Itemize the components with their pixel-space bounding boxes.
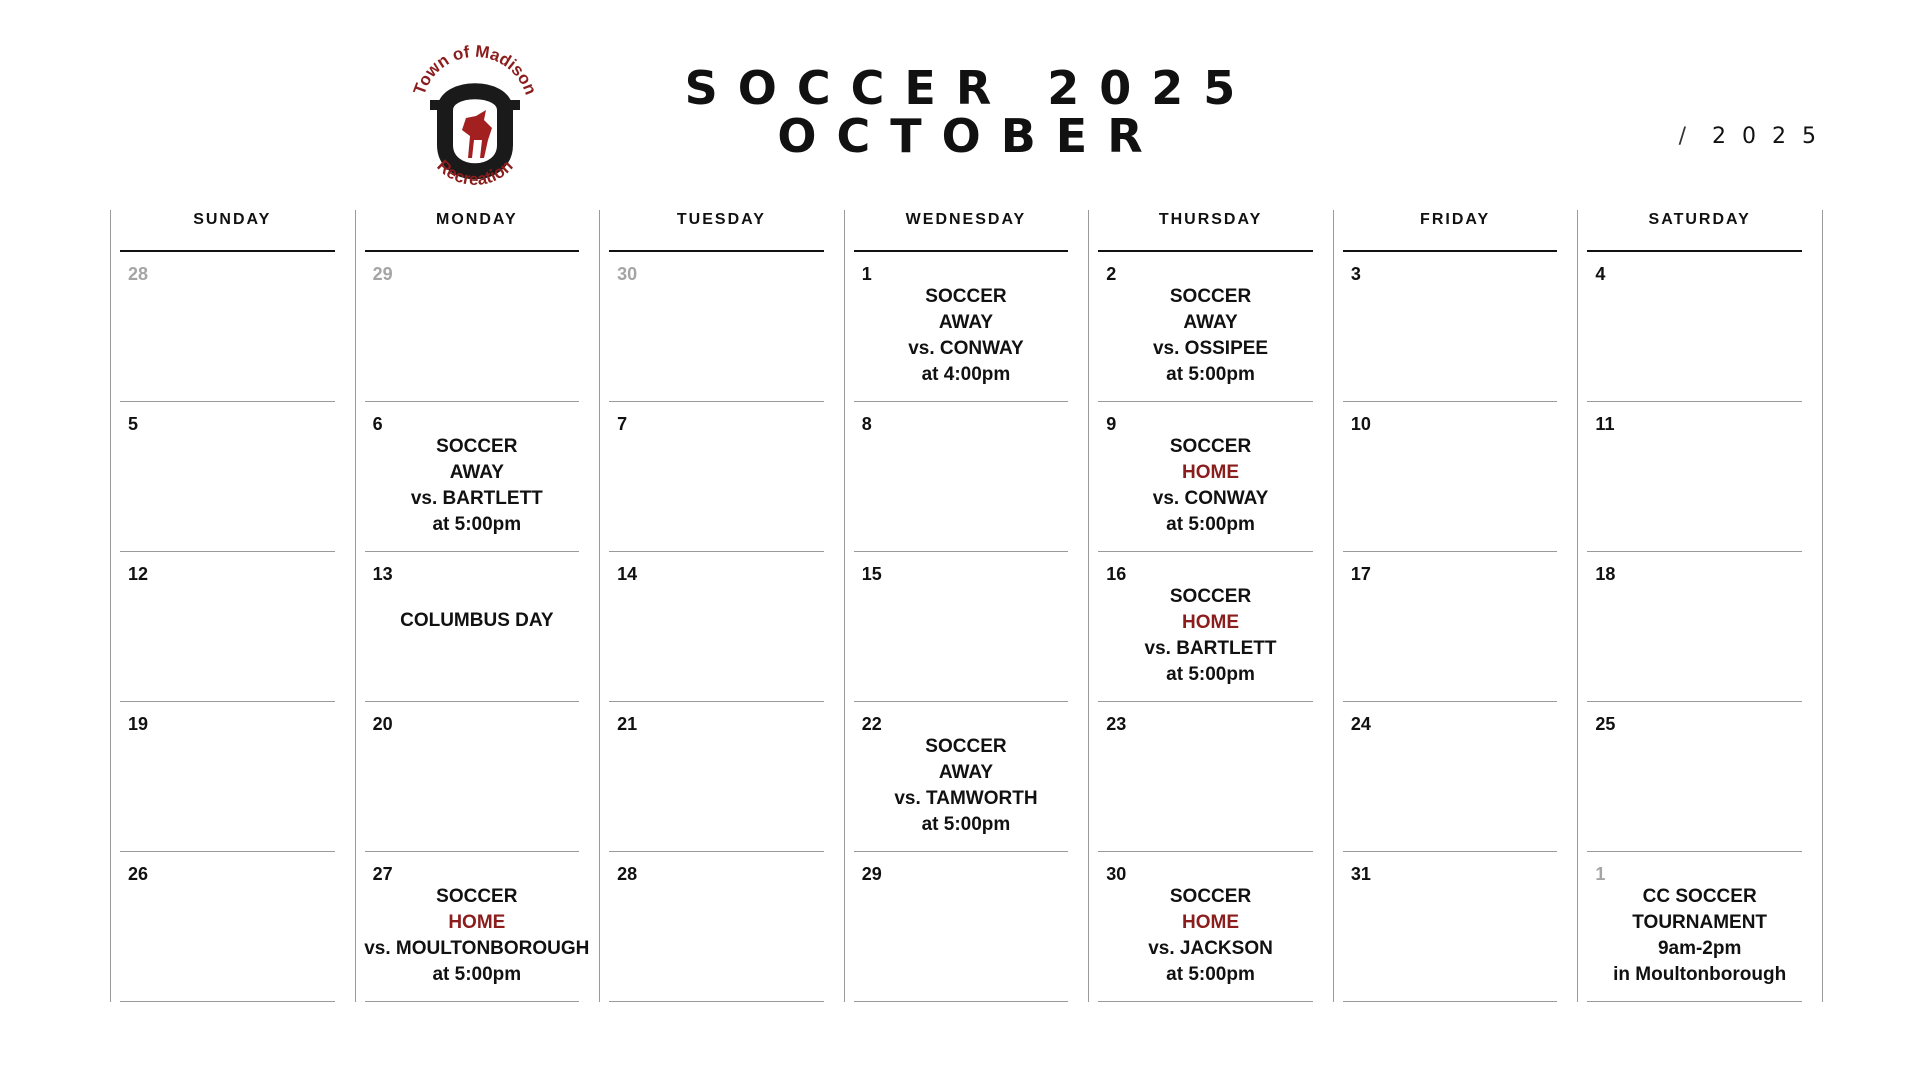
day-column-tuesday xyxy=(599,210,844,1002)
row-rule xyxy=(120,1001,335,1002)
row-rule xyxy=(609,1001,824,1002)
town-logo xyxy=(400,40,550,200)
weekday-header: FRIDAY xyxy=(1420,211,1491,228)
day-number: 7 xyxy=(617,414,628,434)
calendar-event[interactable] xyxy=(1088,284,1333,388)
row-rule xyxy=(1098,1001,1313,1002)
day-column-friday xyxy=(1333,210,1578,1002)
event-line: 9am-2pm xyxy=(1657,938,1742,959)
day-cell[interactable] xyxy=(599,702,844,852)
day-cell[interactable] xyxy=(355,702,600,852)
event-line: vs. MOULTONBOROUGH xyxy=(364,938,590,959)
day-number: 2 xyxy=(1106,264,1117,284)
calendar-event[interactable] xyxy=(345,884,610,988)
event-line: at 5:00pm xyxy=(432,514,522,535)
day-cell[interactable] xyxy=(1577,702,1822,852)
event-line: TOURNAMENT xyxy=(1632,912,1768,933)
weekday-header: SUNDAY xyxy=(193,211,272,228)
day-column-sunday xyxy=(110,210,355,1002)
day-number: 25 xyxy=(1595,714,1616,734)
event-line: vs. BARTLETT xyxy=(1144,638,1277,659)
event-line: vs. OSSIPEE xyxy=(1152,338,1269,359)
page-subtitle-month: OCTOBER xyxy=(777,109,1163,163)
weekday-header: WEDNESDAY xyxy=(905,211,1027,228)
event-home-label: HOME xyxy=(1182,612,1240,633)
weekday-header: SATURDAY xyxy=(1648,211,1751,228)
event-line: at 5:00pm xyxy=(1166,364,1255,385)
day-cell[interactable] xyxy=(844,402,1089,552)
event-line: in Moultonborough xyxy=(1613,964,1787,985)
event-line: SOCCER xyxy=(1169,886,1252,907)
event-home-label: HOME xyxy=(1182,912,1240,933)
day-cell[interactable] xyxy=(1577,552,1822,702)
day-number: 9 xyxy=(1106,414,1117,434)
day-number: 15 xyxy=(861,564,882,584)
event-line: COLUMBUS DAY xyxy=(400,610,554,631)
calendar-event[interactable] xyxy=(1577,884,1822,988)
logo-bottom-text: Recreation xyxy=(433,156,517,190)
day-cell[interactable] xyxy=(1333,852,1578,1002)
event-line: SOCCER xyxy=(1169,286,1252,307)
day-column-thursday xyxy=(1088,210,1333,1002)
event-line: SOCCER xyxy=(436,436,518,457)
day-cell[interactable] xyxy=(110,252,355,402)
weekday-header: MONDAY xyxy=(435,211,518,228)
event-line: vs. JACKSON xyxy=(1148,938,1273,959)
event-home-label: HOME xyxy=(1182,462,1240,483)
event-line: vs. TAMWORTH xyxy=(894,788,1038,809)
horseshoe-horse-icon xyxy=(400,40,550,200)
year-slash: / xyxy=(1678,124,1686,149)
event-line: vs. CONWAY xyxy=(908,338,1024,359)
event-line: at 5:00pm xyxy=(1166,964,1255,985)
event-line: AWAY xyxy=(449,462,504,483)
day-column-wednesday xyxy=(844,210,1089,1002)
day-number: 29 xyxy=(372,264,393,284)
day-cell[interactable] xyxy=(1577,252,1822,402)
event-line: SOCCER xyxy=(925,736,1007,757)
day-number: 23 xyxy=(1106,714,1127,734)
day-number: 16 xyxy=(1106,564,1127,584)
day-number: 26 xyxy=(128,864,149,884)
day-number: 29 xyxy=(861,864,882,884)
day-number: 10 xyxy=(1350,414,1371,434)
day-number: 30 xyxy=(617,264,638,284)
day-cell[interactable] xyxy=(355,552,600,702)
calendar-event[interactable] xyxy=(844,734,1089,838)
day-number: 27 xyxy=(372,864,393,884)
calendar-event[interactable] xyxy=(1088,584,1333,688)
calendar-event[interactable] xyxy=(844,284,1089,388)
event-line: SOCCER xyxy=(436,886,518,907)
event-line: CC SOCCER xyxy=(1642,886,1757,907)
event-line: AWAY xyxy=(1183,312,1238,333)
day-cell[interactable] xyxy=(1088,252,1333,402)
day-column-monday xyxy=(355,210,600,1002)
row-rule xyxy=(1587,1001,1802,1002)
day-number: 12 xyxy=(128,564,149,584)
weekday-header: TUESDAY xyxy=(676,211,766,228)
svg-text:Recreation xyxy=(433,156,516,189)
weekday-header: THURSDAY xyxy=(1158,211,1263,228)
day-number: 28 xyxy=(128,264,149,284)
event-line: vs. BARTLETT xyxy=(410,488,543,509)
calendar-grid xyxy=(110,210,1822,1002)
day-number: 24 xyxy=(1350,714,1371,734)
calendar-event[interactable] xyxy=(355,608,600,634)
event-line: at 4:00pm xyxy=(921,364,1011,385)
day-cell[interactable] xyxy=(1333,552,1578,702)
day-cell[interactable] xyxy=(1577,852,1822,1002)
event-line: at 5:00pm xyxy=(921,814,1011,835)
day-cell[interactable] xyxy=(110,552,355,702)
row-rule xyxy=(365,1001,580,1002)
event-line: vs. CONWAY xyxy=(1152,488,1269,509)
year-mark xyxy=(1679,124,1832,149)
day-number: 13 xyxy=(372,564,393,584)
day-number: 1 xyxy=(1595,864,1606,884)
event-line: at 5:00pm xyxy=(1166,664,1255,685)
event-line: SOCCER xyxy=(1169,436,1252,457)
day-cell[interactable] xyxy=(599,852,844,1002)
calendar-event[interactable] xyxy=(1088,434,1333,538)
calendar-event[interactable] xyxy=(1088,884,1333,988)
day-cell[interactable] xyxy=(844,552,1089,702)
event-home-label: HOME xyxy=(448,912,506,933)
day-number: 4 xyxy=(1595,264,1606,284)
day-number: 20 xyxy=(372,714,393,734)
day-number: 11 xyxy=(1595,414,1615,434)
day-cell[interactable] xyxy=(599,402,844,552)
day-number: 14 xyxy=(617,564,638,584)
day-cell[interactable] xyxy=(1577,402,1822,552)
event-line: SOCCER xyxy=(1169,586,1252,607)
page-title: SOCCER 2025 xyxy=(684,61,1256,115)
day-cell[interactable] xyxy=(1333,402,1578,552)
day-cell[interactable] xyxy=(844,852,1089,1002)
day-cell[interactable] xyxy=(1088,402,1333,552)
day-cell[interactable] xyxy=(1088,552,1333,702)
event-line: at 5:00pm xyxy=(432,964,522,985)
day-cell[interactable] xyxy=(110,702,355,852)
day-cell[interactable] xyxy=(110,402,355,552)
day-cell[interactable] xyxy=(844,702,1089,852)
row-rule xyxy=(1343,1001,1558,1002)
day-cell[interactable] xyxy=(355,252,600,402)
day-number: 1 xyxy=(861,264,872,284)
day-cell[interactable] xyxy=(599,252,844,402)
row-rule xyxy=(854,1001,1069,1002)
day-cell[interactable] xyxy=(1088,852,1333,1002)
day-number: 8 xyxy=(861,414,872,434)
day-number: 17 xyxy=(1350,564,1371,584)
day-cell[interactable] xyxy=(1333,252,1578,402)
column-divider xyxy=(1822,210,1823,1002)
day-number: 21 xyxy=(617,714,638,734)
calendar-event[interactable] xyxy=(355,434,600,538)
day-number: 18 xyxy=(1595,564,1616,584)
day-cell[interactable] xyxy=(110,852,355,1002)
day-column-saturday xyxy=(1577,210,1822,1002)
day-cell[interactable] xyxy=(599,552,844,702)
day-number: 6 xyxy=(372,414,383,434)
day-cell[interactable] xyxy=(1333,702,1578,852)
day-cell[interactable] xyxy=(844,252,1089,402)
logo-top-text: Town of Madison xyxy=(409,41,541,98)
day-number: 22 xyxy=(861,714,882,734)
event-line: AWAY xyxy=(938,762,994,783)
day-cell[interactable] xyxy=(355,402,600,552)
day-cell[interactable] xyxy=(355,852,600,1002)
event-line: SOCCER xyxy=(925,286,1007,307)
day-number: 31 xyxy=(1350,864,1371,884)
day-number: 5 xyxy=(128,414,139,434)
day-number: 3 xyxy=(1350,264,1361,284)
day-cell[interactable] xyxy=(1088,702,1333,852)
event-line: AWAY xyxy=(938,312,994,333)
day-number: 28 xyxy=(617,864,638,884)
year-label: 2025 xyxy=(1712,124,1832,149)
day-number: 19 xyxy=(128,714,149,734)
event-line: at 5:00pm xyxy=(1166,514,1255,535)
day-number: 30 xyxy=(1106,864,1127,884)
